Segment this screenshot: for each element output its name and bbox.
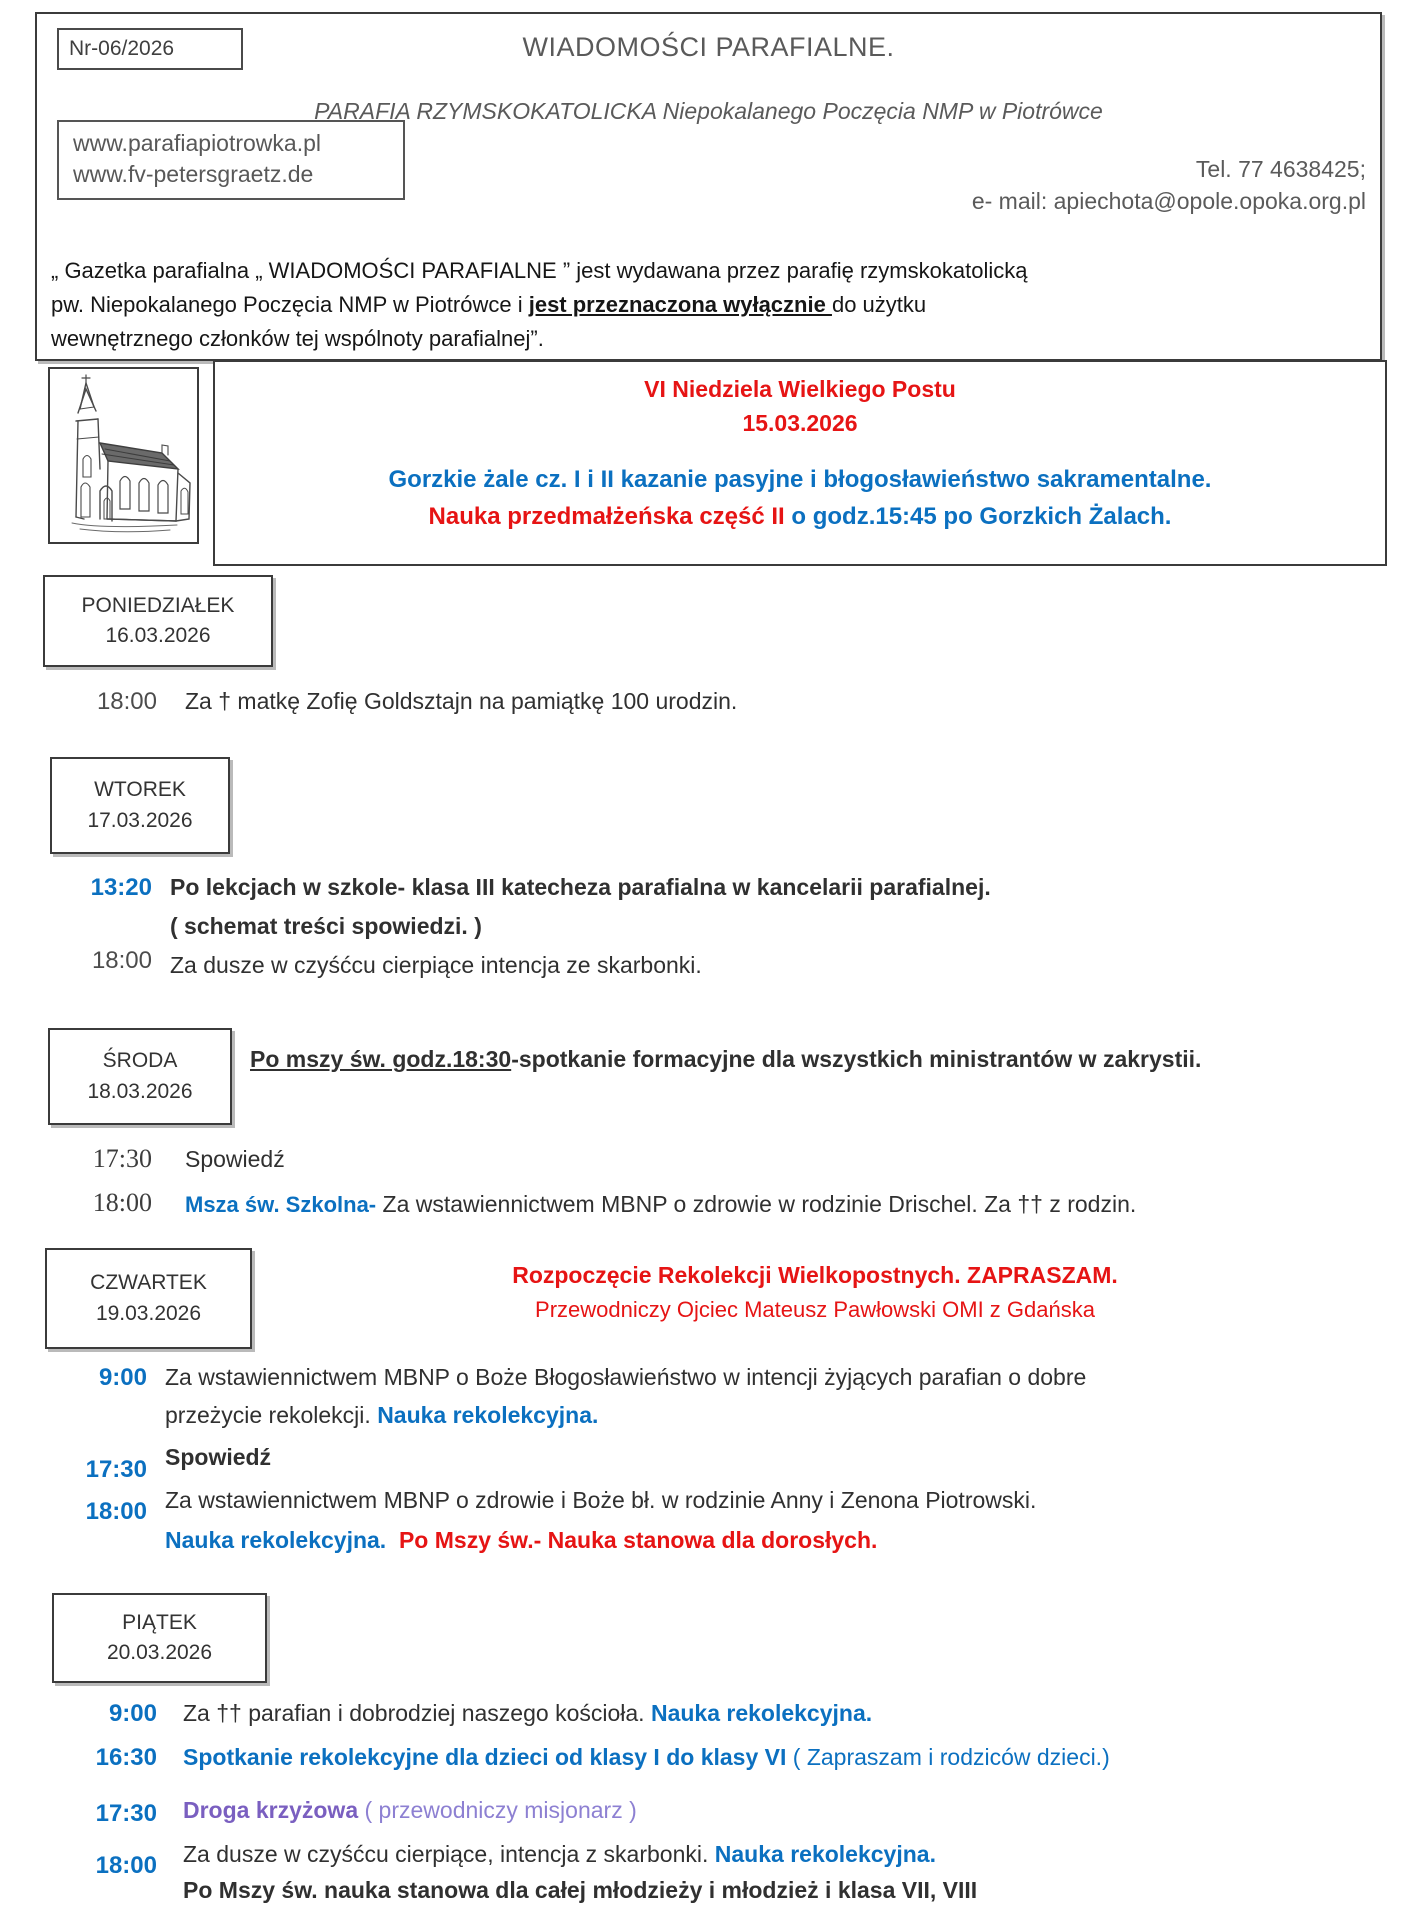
- day-name: WTOREK: [94, 778, 186, 802]
- day-box-wednesday: [48, 1028, 232, 1125]
- mass-time: 18:00: [85, 1498, 147, 1525]
- day-name: ŚRODA: [102, 1049, 178, 1073]
- day-box-tuesday: [50, 757, 230, 854]
- event-description: Po lekcjach w szkole- klasa III katecheza parafialna w kancelarii parafialnej.: [170, 874, 991, 900]
- website-url-2: www.fv-petersgraetz.de: [73, 161, 314, 188]
- day-date: 20.03.2026: [106, 1641, 213, 1664]
- sunday-service-info: Gorzkie żale cz. I i II kazanie pasyjne i błogosławieństwo sakramentalne.: [388, 466, 1212, 493]
- mass-time: 18:00: [95, 1852, 157, 1879]
- day-name: PONIEDZIAŁEK: [81, 593, 235, 617]
- parish-name: PARAFIA RZYMSKOKATOLICKA Niepokalanego Poczęcia NMP w Piotrówce: [314, 98, 1103, 124]
- mass-time: 9:00: [108, 1700, 157, 1727]
- sunday-date: 15.03.2026: [742, 410, 858, 436]
- mass-intention: Za wstawiennictwem MBNP o Boże Błogosławieństwo w intencji żyjących parafian o dobre: [165, 1364, 1087, 1390]
- disclaimer-line-1: „ Gazetka parafialna „ WIADOMOŚCI PARAFIALNE ” jest wydawana przez parafię rzymskokatolicką: [51, 258, 1028, 283]
- day-date: 18.03.2026: [87, 1079, 193, 1103]
- church-icon: [50, 369, 197, 542]
- sunday-announcement-box: [213, 360, 1387, 566]
- day-name: PIĄTEK: [122, 1610, 197, 1634]
- page-title: WIADOMOŚCI PARAFIALNE.: [522, 32, 895, 62]
- website-url-1: www.parafiapiotrowka.pl: [73, 130, 322, 156]
- mass-intention: Msza św. Szkolna- Za wstawiennictwem MBNP o zdrowie w rodzinie Drischel. Za †† z rodzin.: [185, 1191, 1137, 1217]
- websites-box: [57, 120, 405, 200]
- header-box: [35, 12, 1382, 361]
- mass-intention-cont: przeżycie rekolekcji. Nauka rekolekcyjna.: [165, 1402, 599, 1428]
- mass-intention: Za wstawiennictwem MBNP o zdrowie i Boże bł. w rodzinie Anny i Zenona Piotrowski.: [165, 1487, 1037, 1513]
- mass-time: 18:00: [91, 947, 152, 974]
- mass-time: 18:00: [92, 1188, 152, 1217]
- church-image-box: [48, 367, 199, 544]
- sunday-title: VI Niedziela Wielkiego Postu: [644, 376, 956, 402]
- retreat-subheading: Przewodniczy Ojciec Mateusz Pawłowski OMI z Gdańska: [535, 1297, 1095, 1322]
- stations-description: Droga krzyżowa ( przewodniczy misjonarz ): [183, 1797, 637, 1823]
- retreat-heading: Rozpoczęcie Rekolekcji Wielkopostnych. ZAPRASZAM.: [512, 1262, 1118, 1288]
- day-name: CZWARTEK: [90, 1271, 207, 1295]
- day-box-monday: [43, 575, 273, 667]
- sunday-extra-info: Nauka przedmałżeńska część II o godz.15:45 po Gorzkich Żalach.: [428, 503, 1172, 530]
- event-time: 16:30: [95, 1744, 157, 1771]
- day-date: 17.03.2026: [87, 808, 193, 832]
- event-description-cont: ( schemat treści spowiedzi. ): [170, 913, 482, 939]
- mass-intention: Za † matkę Zofię Goldsztajn na pamiątkę 100 urodzin.: [185, 688, 738, 714]
- email-address: e- mail: apiechota@opole.opoka.org.pl: [971, 188, 1366, 214]
- confession-time: 17:30: [85, 1456, 147, 1483]
- mass-intention: Za dusze w czyśćcu cierpiące intencja ze skarbonki.: [170, 952, 702, 978]
- disclaimer-emphasis: jest przeznaczona wyłącznie: [528, 292, 832, 318]
- phone-number: Tel. 77 4638425;: [1195, 156, 1366, 182]
- confession-time: 17:30: [92, 1144, 152, 1173]
- disclaimer-line-2: pw. Niepokalanego Poczęcia NMP w Piotrówce i jest przeznaczona wyłącznie do użytku: [51, 292, 927, 318]
- day-date: 19.03.2026: [95, 1301, 202, 1325]
- confession-label: Spowiedź: [165, 1444, 272, 1470]
- mass-intention: Za dusze w czyśćcu cierpiące, intencja z skarbonki. Nauka rekolekcyjna.: [183, 1841, 936, 1867]
- wednesday-note: Po mszy św. godz.18:30-spotkanie formacyjne dla wszystkich ministrantów w zakrystii.: [250, 1046, 1202, 1072]
- confession-label: Spowiedź: [185, 1146, 285, 1172]
- mass-time: 18:00: [96, 688, 157, 715]
- mass-time: 9:00: [98, 1364, 147, 1391]
- event-time: 13:20: [90, 874, 152, 901]
- day-box-thursday: [45, 1248, 252, 1349]
- disclaimer-paragraph: [51, 254, 1141, 356]
- day-date: 16.03.2026: [105, 624, 211, 647]
- issue-number: Nr-06/2026: [69, 37, 175, 60]
- event-description: Spotkanie rekolekcyjne dla dzieci od klasy I do klasy VI ( Zapraszam i rodziców dzieci.): [183, 1744, 1110, 1770]
- mass-extra-info: Nauka rekolekcyjna. Po Mszy św.- Nauka stanowa dla dorosłych.: [165, 1527, 878, 1553]
- day-box-friday: [52, 1593, 267, 1683]
- youth-class-note: Po Mszy św. nauka stanowa dla całej młodzieży i młodzież i klasa VII, VIII: [183, 1877, 978, 1903]
- mass-intention: Za †† parafian i dobrodziej naszego kościoła. Nauka rekolekcyjna.: [183, 1700, 873, 1726]
- stations-time: 17:30: [95, 1800, 157, 1827]
- disclaimer-line-3: wewnętrznego członków tej wspólnoty parafialnej”.: [51, 326, 544, 352]
